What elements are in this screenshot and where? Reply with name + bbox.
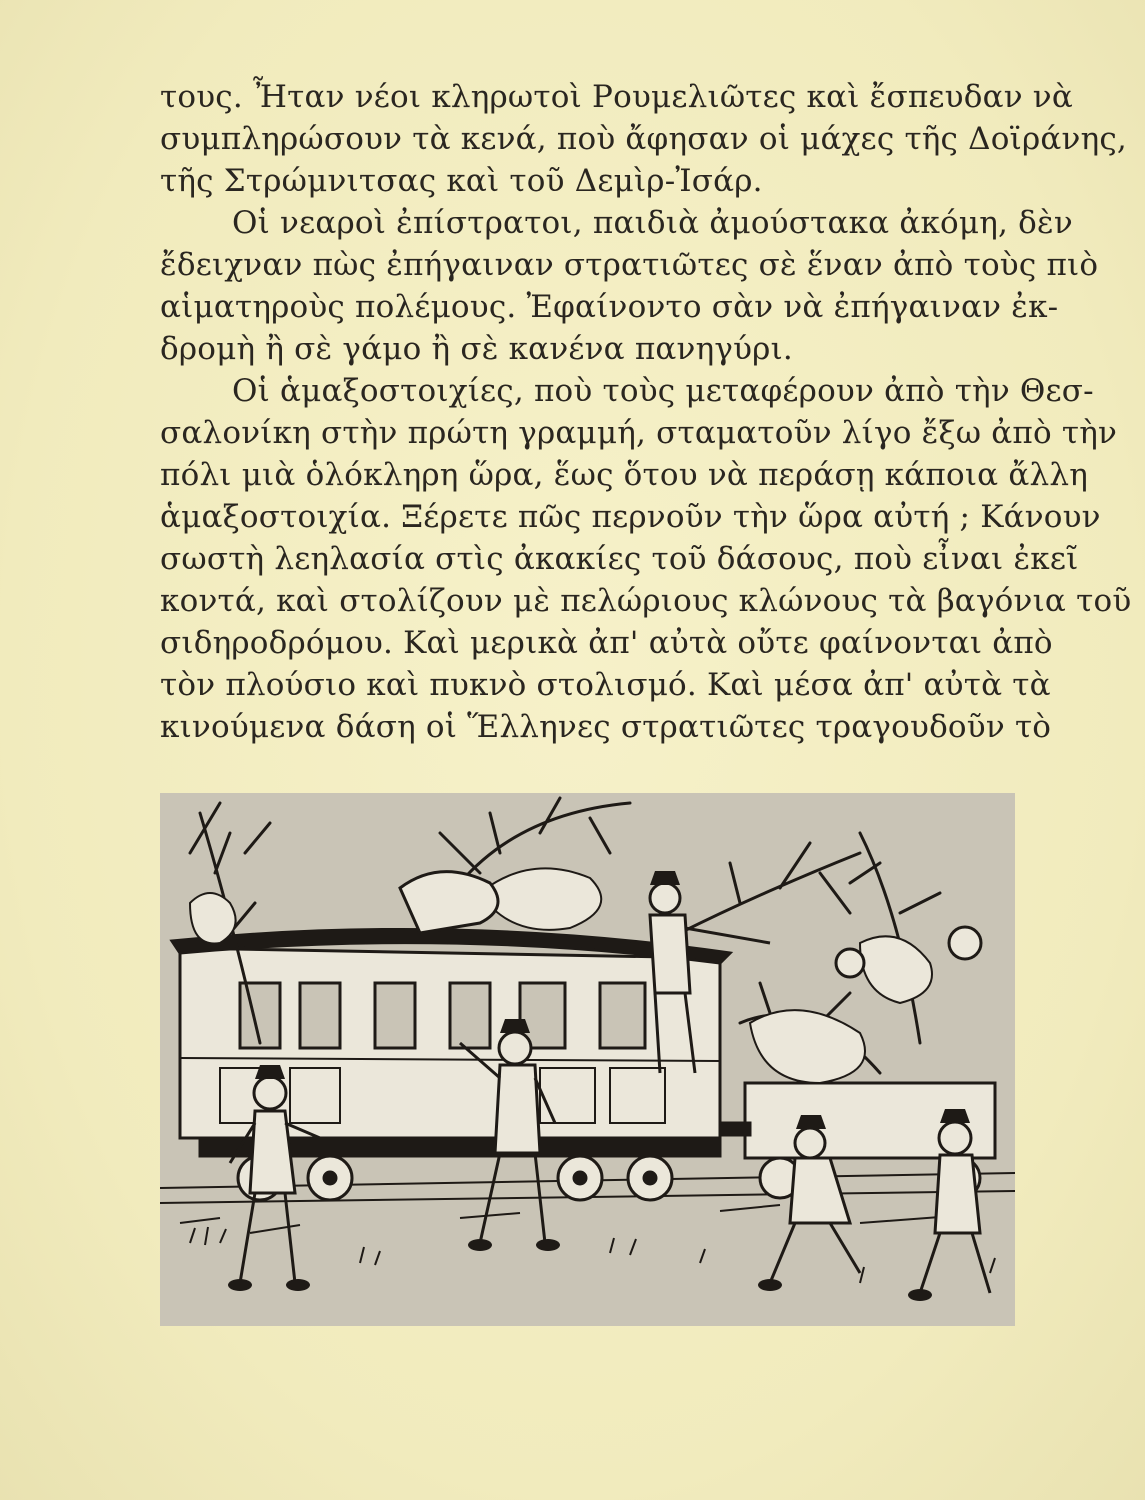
- paragraph-2: [160, 202, 1099, 370]
- paragraph-3: [160, 370, 1132, 748]
- text-line: δρομὴ ἢ σὲ γάμο ἢ σὲ κανένα πανηγύρι.: [160, 331, 793, 367]
- text-line: σιδηροδρόμου. Καὶ μερικὰ ἀπ' αὐτὰ οὔτε φαίνονται ἀπὸ: [160, 625, 1053, 661]
- text-line: σωστὴ λεηλασία στὶς ἀκακίες τοῦ δάσους, ποὺ εἶναι ἐκεῖ: [160, 541, 1079, 577]
- paragraph-1: [160, 76, 1127, 202]
- text-line: κοντά, καὶ στολίζουν μὲ πελώριους κλώνους τὰ βαγόνια τοῦ: [160, 583, 1132, 619]
- text-line: τῆς Στρώμνιτσας καὶ τοῦ Δεμὶρ-Ἰσάρ.: [160, 163, 763, 199]
- text-line: πόλι μιὰ ὁλόκληρη ὥρα, ἕως ὅτου νὰ περάσῃ κάποια ἄλλη: [160, 457, 1088, 493]
- body-text: [160, 76, 1132, 748]
- train-soldiers-illustration: [160, 793, 1015, 1326]
- text-line: κινούμενα δάση οἱ Ἕλληνες στρατιῶτες τραγουδοῦν τὸ: [160, 709, 1052, 745]
- text-line: τὸν πλούσιο καὶ πυκνὸ στολισμό. Καὶ μέσα ἀπ' αὐτὰ τὰ: [160, 667, 1051, 703]
- text-line: ἔδειχναν πὼς ἐπήγαιναν στρατιῶτες σὲ ἕναν ἀπὸ τοὺς πιὸ: [160, 247, 1099, 283]
- text-line: τους. Ἦταν νέοι κληρωτοὶ Ρουμελιῶτες καὶ ἔσπευδαν νὰ: [160, 79, 1073, 115]
- text-line: Οἱ νεαροὶ ἐπίστρατοι, παιδιὰ ἀμούστακα ἀκόμη, δὲν: [232, 205, 1073, 241]
- illustration-drawing: [160, 793, 1015, 1326]
- text-line: αἱματηροὺς πολέμους. Ἐφαίνοντο σὰν νὰ ἐπήγαιναν ἐκ-: [160, 289, 1059, 325]
- text-line: συμπληρώσουν τὰ κενά, ποὺ ἄφησαν οἱ μάχες τῆς Δοϊράνης,: [160, 121, 1127, 157]
- text-line: σαλονίκη στὴν πρώτη γραμμή, σταματοῦν λίγο ἔξω ἀπὸ τὴν: [160, 415, 1118, 451]
- text-line: Οἱ ἁμαξοστοιχίες, ποὺ τοὺς μεταφέρουν ἀπὸ τὴν Θεσ-: [232, 373, 1094, 409]
- text-line: ἁμαξοστοιχία. Ξέρετε πῶς περνοῦν τὴν ὥρα αὐτή ; Κάνουν: [160, 499, 1101, 535]
